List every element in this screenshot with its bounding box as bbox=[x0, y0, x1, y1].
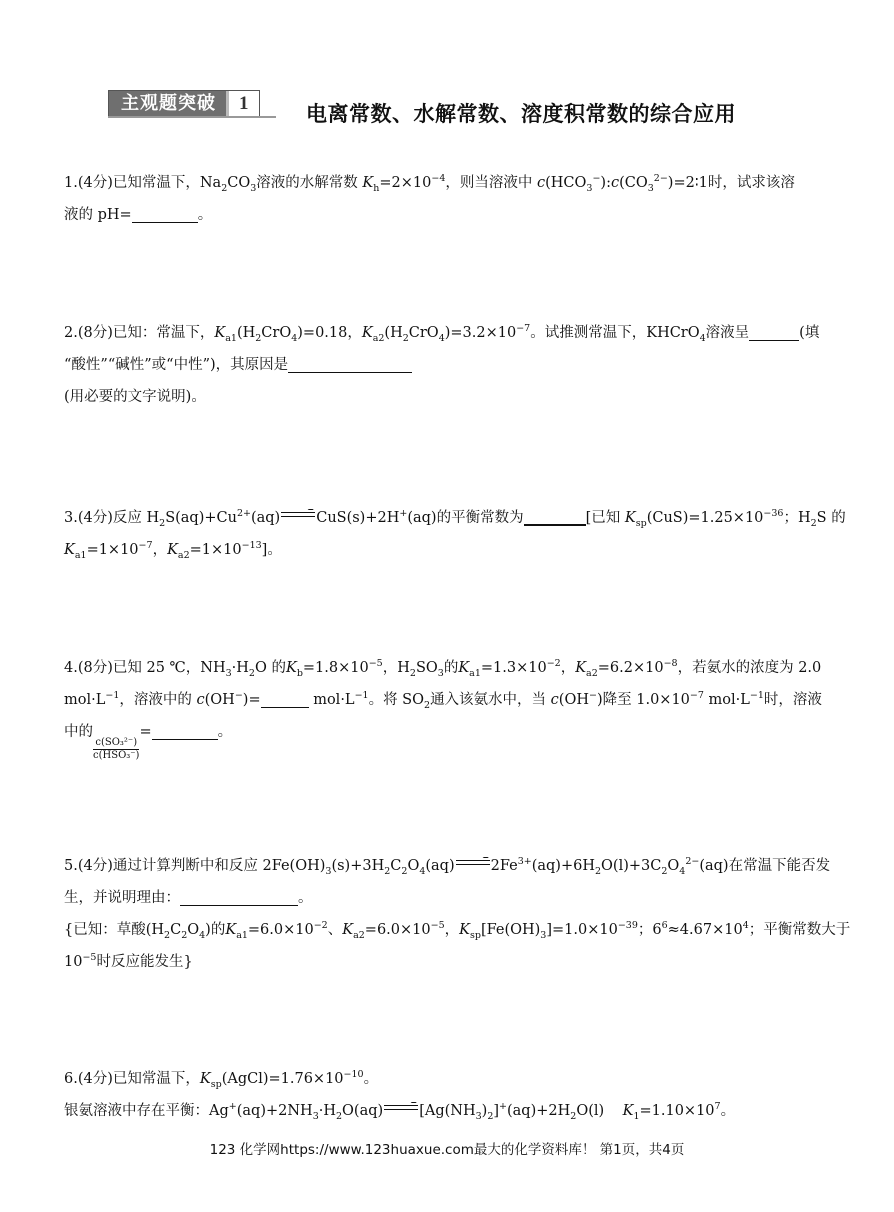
question-5 bbox=[64, 850, 851, 978]
page-title: 电离常数、水解常数、溶度积常数的综合应用 bbox=[306, 102, 736, 126]
question-3-line-1: 3.(4分)反应 $H_2S(aq)+Cu^{2+}(aq)$ CuS(s)+2H+(aq)的平衡常数为 [已知 $K_{sp}(CuS)=1.25\times 10^{-36}$；$H_2S$ 的 bbox=[64, 502, 834, 534]
concentration-ratio-fraction: $\frac{\text{c(SO₃²⁻)}}{\text{c(HSO₃⁻)}}$ bbox=[93, 737, 140, 761]
question-2-line-3: (用必要的文字说明)。 bbox=[64, 389, 206, 405]
equilibrium-arrow bbox=[456, 857, 490, 869]
question-3-line-2: $K_{a1}=1\times 10^{-7}$，$K_{a2}=1\times 10^{-13}$]。 bbox=[64, 540, 282, 561]
question-5-line-2: 生，并说明理由： 。 bbox=[64, 882, 834, 914]
badge-underline bbox=[108, 116, 276, 118]
question-6 bbox=[64, 1063, 834, 1127]
question-5-line-4: $10^{-5}$时反应能发生} bbox=[64, 952, 193, 970]
question-6-line-2: 银氨溶液中存在平衡：$Ag^+(aq)+2NH_3\cdot H_2O(aq)$ $[Ag(NH_3)_2]^+(aq)+2H_2O(l)$ $K_1=1.10\times 10^7$。 bbox=[64, 1101, 736, 1122]
question-5-line-3: {已知：草酸$(H_2C_2O_4)$的$K_{a1}=6.0\times 10^{-2}$、$K_{a2}=6.0\times 10^{-5}$，$K_{sp}[Fe(OH)_3]=1.0\times 10^{-39}$；$6^6\approx 4.67\times 10^4$；平衡常数大于 bbox=[64, 920, 851, 941]
answer-blank-4a[interactable] bbox=[261, 689, 309, 708]
question-4-line-1: 4.(8分)已知 25 ℃，$NH_3\cdot H_2O$ 的$K_b=1.8\times 10^{-5}$，$H_2SO_3$的$K_{a1}=1.3\times 10^{-2}$，$K_{a2}=6.2\times 10^{-8}$，若氨水的浓度为 2.0 bbox=[64, 658, 822, 679]
answer-blank-5[interactable] bbox=[180, 887, 298, 906]
answer-blank-2b[interactable] bbox=[288, 354, 412, 373]
question-4-line-2: $mol\cdot L^{-1}$，溶液中的 $c(OH^-)= mol\cdot L^{-1}$。将 $SO_2$通入该氨水中，当 c(OH−)降至 $1.0\times 10^{-7}$ $mol\cdot L^{-1}$时，溶液 bbox=[64, 690, 822, 711]
question-4-line-3: 中的 $\frac{\text{c(SO₃²⁻)}}{\text{c(HSO₃⁻)}}$ = 。 bbox=[64, 716, 834, 762]
answer-blank-2a[interactable] bbox=[749, 322, 799, 341]
section-badge bbox=[108, 90, 260, 118]
page-footer: 123 化学网https://www.123huaxue.com最大的化学资料库！ 第1页，共4页 bbox=[209, 1142, 685, 1158]
question-1 bbox=[64, 167, 834, 231]
question-2 bbox=[64, 317, 834, 413]
question-1-line-2: 液的 pH= 。 bbox=[64, 199, 834, 231]
question-6-line-1: 6.(4分)已知常温下，$K_{sp}(AgCl)=1.76\times 10^{-10}$。 bbox=[64, 1069, 379, 1090]
question-4 bbox=[64, 652, 834, 762]
section-badge-label: 主观题突破 bbox=[109, 91, 229, 117]
question-5-line-1: 5.(4分)通过计算判断中和反应 $2Fe(OH)_3(s)+3H_2C_2O_4(aq)$ $2Fe^{3+}(aq)+6H_2O(l)+3C_2O_4^{2-}(aq)$在常温下能否发 bbox=[64, 856, 831, 877]
question-2-line-2: “酸性”“碱性”或“中性”)，其原因是 bbox=[64, 349, 834, 381]
question-1-line-1: 1.(4分)已知常温下，$Na_2CO_3$溶液的水解常数 $K_h=2\times 10^{-4}$，则当溶液中 $c(HCO_3^-):c(CO_3^{2-})=2∶1$时，试求该溶 bbox=[64, 173, 795, 194]
section-badge-number: 1 bbox=[229, 91, 259, 117]
answer-blank-1[interactable] bbox=[132, 204, 198, 223]
equilibrium-arrow bbox=[384, 1102, 418, 1114]
question-2-line-1: 2.(8分)已知：常温下，$K_{a1}(H_2CrO_4)=0.18$，$K_{a2}(H_2CrO_4)=3.2\times 10^{-7}$。试推测常温下，KHCrO$_4$溶液呈 (填 bbox=[64, 323, 820, 344]
answer-blank-3[interactable] bbox=[524, 506, 586, 526]
question-3 bbox=[64, 502, 846, 566]
answer-blank-4b[interactable] bbox=[152, 721, 218, 740]
equilibrium-arrow bbox=[281, 509, 315, 521]
